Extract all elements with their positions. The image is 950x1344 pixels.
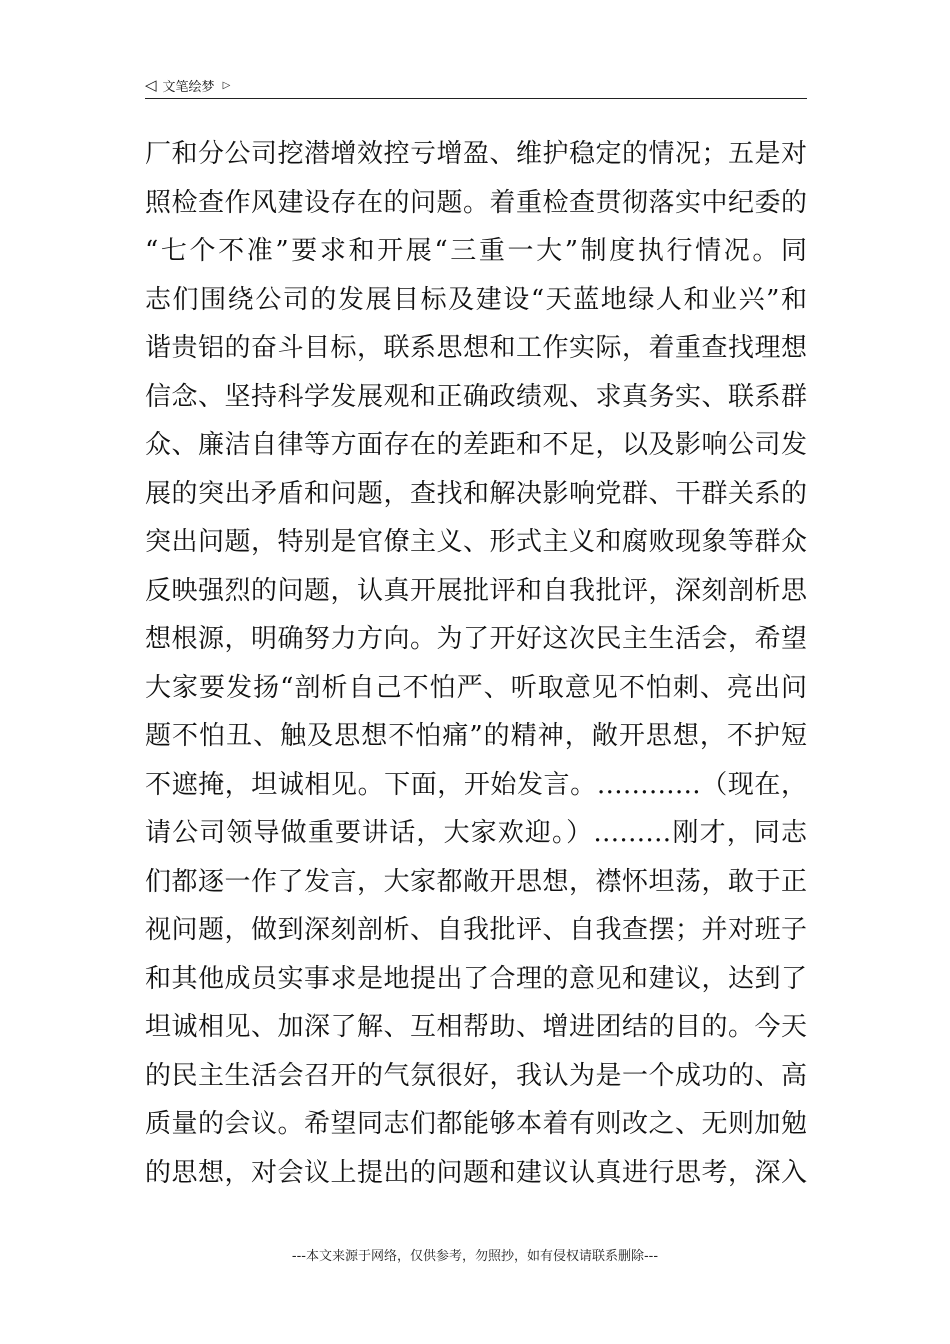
body-line: 坦诚相见、加深了解、互相帮助、增进团结的目的。今天 [145, 1012, 807, 1042]
document-body [145, 130, 807, 1197]
page-header [145, 72, 807, 99]
header-title: 文笔绘梦 [162, 79, 215, 95]
body-line: “七个不准”要求和开展“三重一大”制度执行情况。同 [145, 236, 807, 266]
triangle-right-icon: ▷ [222, 79, 231, 91]
body-line: 题不怕丑、触及思想不怕痛”的精神，敞开思想，不护短 [145, 721, 807, 751]
body-line: 和其他成员实事求是地提出了合理的意见和建议，达到了 [145, 963, 807, 994]
body-line: 质量的会议。希望同志们都能够本着有则改之、无则加勉 [145, 1109, 807, 1139]
body-line: 不遮掩，坦诚相见。下面，开始发言。…………（现在， [145, 769, 807, 800]
body-line: 反映强烈的问题，认真开展批评和自我批评，深刻剖析思 [145, 575, 807, 606]
body-line: 信念、坚持科学发展观和正确政绩观、求真务实、联系群 [145, 381, 807, 412]
body-line: 的民主生活会召开的气氛很好，我认为是一个成功的、高 [145, 1060, 807, 1091]
body-line: 突出问题，特别是官僚主义、形式主义和腐败现象等群众 [145, 527, 807, 557]
body-line: 想根源，明确努力方向。为了开好这次民主生活会，希望 [145, 624, 807, 654]
body-line: 照检查作风建设存在的问题。着重检查贯彻落实中纪委的 [145, 187, 807, 218]
body-line: 厂和分公司挖潜增效控亏增盈、维护稳定的情况；五是对 [145, 139, 807, 169]
body-line: 们都逐一作了发言，大家都敞开思想，襟怀坦荡，敢于正 [145, 866, 807, 897]
triangle-left-icon: ◁ [145, 76, 157, 94]
body-line: 众、廉洁自律等方面存在的差距和不足，以及影响公司发 [145, 430, 807, 460]
body-line: 谐贵铝的奋斗目标，联系思想和工作实际，着重查找理想 [145, 333, 807, 363]
body-line: 展的突出矛盾和问题，查找和解决影响党群、干群关系的 [145, 478, 807, 509]
body-line: 视问题，做到深刻剖析、自我批评、自我查摆；并对班子 [145, 915, 807, 945]
body-line: 大家要发扬“剖析自己不怕严、听取意见不怕刺、亮出问 [145, 672, 807, 703]
body-line: 志们围绕公司的发展目标及建设“天蓝地绿人和业兴”和 [145, 284, 807, 315]
page-footer: ---本文来源于网络，仅供参考，勿照抄，如有侵权请联系删除--- [291, 1249, 659, 1264]
body-line: 请公司领导做重要讲话，大家欢迎。）………刚才，同志 [145, 818, 807, 848]
body-line: 的思想，对会议上提出的问题和建议认真进行思考，深入 [145, 1157, 807, 1188]
